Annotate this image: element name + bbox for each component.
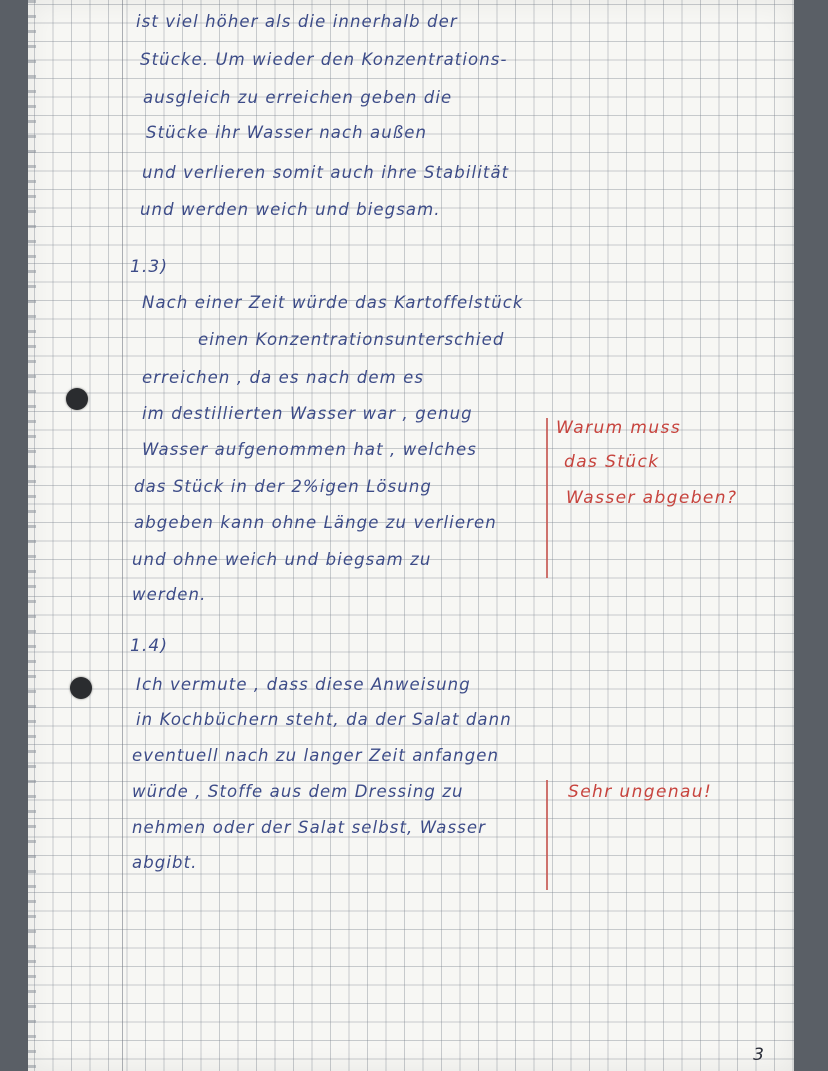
text-line: einen Konzentrationsunterschied <box>198 330 505 349</box>
text-line: würde , Stoffe aus dem Dressing zu <box>132 782 464 801</box>
section-heading: 1.4) <box>130 636 169 656</box>
text-line: abgeben kann ohne Länge zu verlieren <box>134 513 497 532</box>
text-line: und verlieren somit auch ihre Stabilität <box>142 163 510 182</box>
teacher-comment: Sehr ungenau! <box>568 782 713 802</box>
text-line: ist viel höher als die innerhalb der <box>136 12 458 31</box>
text-line: nehmen oder der Salat selbst, Wasser <box>132 818 487 837</box>
punch-hole-icon <box>70 677 92 699</box>
text-line: das Stück in der 2%igen Lösung <box>134 477 432 496</box>
text-line: im destillierten Wasser war , genug <box>142 404 473 423</box>
perforated-edge <box>28 0 36 1071</box>
text-line: und werden weich und biegsam. <box>140 200 441 219</box>
page-number: 3 <box>753 1045 764 1065</box>
text-line: und ohne weich und biegsam zu <box>132 550 432 569</box>
text-line: in Kochbüchern steht, da der Salat dann <box>136 710 512 729</box>
notebook-page <box>28 0 794 1071</box>
punch-hole-icon <box>66 388 88 410</box>
teacher-comment: Warum muss <box>556 418 682 438</box>
text-line: Wasser aufgenommen hat , welches <box>142 440 477 459</box>
comment-bracket <box>546 418 548 578</box>
teacher-comment: Wasser abgeben? <box>566 488 738 508</box>
text-line: eventuell nach zu langer Zeit anfangen <box>132 746 500 765</box>
text-line: Ich vermute , dass diese Anweisung <box>136 675 471 694</box>
text-line: erreichen , da es nach dem es <box>142 368 425 387</box>
comment-bracket <box>546 780 548 890</box>
text-line: werden. <box>132 585 207 604</box>
text-line: ausgleich zu erreichen geben die <box>143 88 453 107</box>
text-line: Nach einer Zeit würde das Kartoffelstück <box>142 293 524 312</box>
text-line: Stücke ihr Wasser nach außen <box>146 123 428 142</box>
text-line: abgibt. <box>132 853 198 872</box>
teacher-comment: das Stück <box>564 452 660 472</box>
section-heading: 1.3) <box>130 257 169 277</box>
text-line: Stücke. Um wieder den Konzentrations- <box>140 50 508 69</box>
margin-line <box>122 0 123 1071</box>
